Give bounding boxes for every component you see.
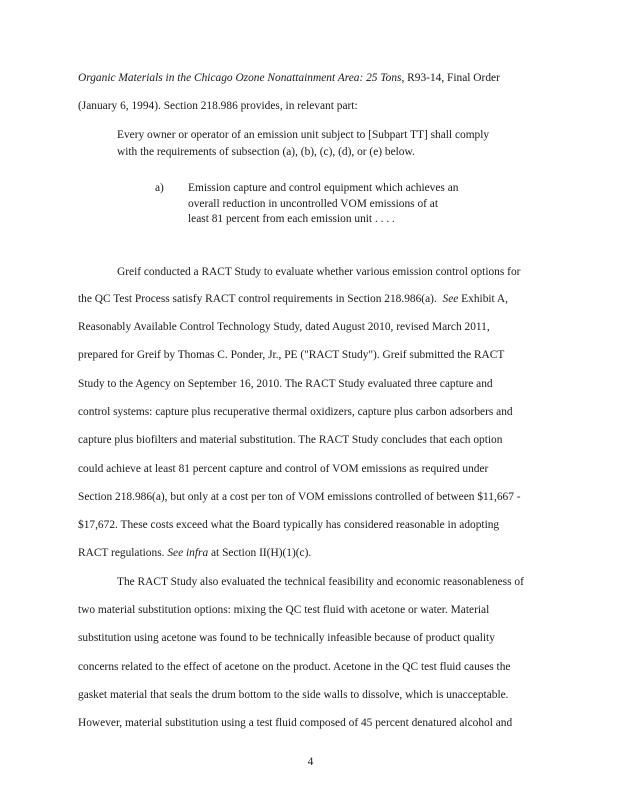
paragraph2-line-4: concerns related to the effect of acetone on the product. Acetone in the QC test fluid causes the xyxy=(78,661,511,673)
page-number: 4 xyxy=(307,756,314,768)
citation-docket: , R93-14, Final Order xyxy=(401,72,500,84)
quote-item-label: a) xyxy=(155,182,164,194)
paragraph1-line-5: Study to the Agency on September 16, 2010. The RACT Study evaluated three capture and xyxy=(78,378,493,390)
quote-item-line-3: least 81 percent from each emission unit . . . . xyxy=(188,213,395,225)
citation-line-1 xyxy=(78,71,500,85)
paragraph1-line-10: $17,672. These costs exceed what the Board typically has considered reasonable in adopting xyxy=(78,519,500,531)
paragraph1-line-11-text: RACT regulations. xyxy=(78,547,168,559)
paragraph1-line-2-text: the QC Test Process satisfy RACT control requirements in Section 218.986(a). xyxy=(78,293,437,305)
quote-line-2: with the requirements of subsection (a), (b), (c), (d), or (e) below. xyxy=(117,146,415,158)
citation-case-title: Organic Materials in the Chicago Ozone Nonattainment Area: 25 Tons xyxy=(78,72,402,84)
paragraph1-line-11 xyxy=(78,546,311,560)
quote-line-1: Every owner or operator of an emission unit subject to [Subpart TT] shall comply xyxy=(117,129,490,141)
quote-item-line-2: overall reduction in uncontrolled VOM emissions of at xyxy=(188,198,439,210)
paragraph2-line-2: two material substitution options: mixing the QC test fluid with acetone or water. Material xyxy=(78,604,490,616)
citation-line-2: (January 6, 1994). Section 218.986 provides, in relevant part: xyxy=(78,100,358,112)
section-reference: at Section II(H)(1)(c). xyxy=(208,547,312,559)
paragraph2-line-1: The RACT Study also evaluated the technical feasibility and economic reasonableness of xyxy=(117,576,524,588)
exhibit-reference: Exhibit A, xyxy=(458,293,509,305)
paragraph2-line-3: substitution using acetone was found to be technically infeasible because of product quality xyxy=(78,632,495,644)
paragraph2-line-5: gasket material that seals the drum bottom to the side walls to dissolve, which is unacceptable. xyxy=(78,689,509,701)
paragraph1-line-9: Section 218.986(a), but only at a cost per ton of VOM emissions controlled of between $11,667 - xyxy=(78,491,521,503)
paragraph1-line-2 xyxy=(78,292,508,306)
paragraph1-line-6: control systems: capture plus recuperative thermal oxidizers, capture plus carbon adsorbers and xyxy=(78,406,513,418)
paragraph1-line-7: capture plus biofilters and material substitution. The RACT Study concludes that each option xyxy=(78,434,503,446)
paragraph1-line-4: prepared for Greif by Thomas C. Ponder, Jr., PE ("RACT Study"). Greif submitted the RACT xyxy=(78,349,505,361)
see-signal: See xyxy=(442,293,459,305)
paragraph1-line-8: could achieve at least 81 percent capture and control of VOM emissions as required under xyxy=(78,463,489,475)
quote-item-line-1: Emission capture and control equipment which achieves an xyxy=(188,182,459,194)
see-infra-signal: See infra xyxy=(167,547,209,559)
paragraph1-line-1: Greif conducted a RACT Study to evaluate whether various emission control options for xyxy=(117,266,521,278)
paragraph1-line-3: Reasonably Available Control Technology Study, dated August 2010, revised March 2011, xyxy=(78,321,490,333)
paragraph2-line-6: However, material substitution using a test fluid composed of 45 percent denatured alcohol and xyxy=(78,717,513,729)
